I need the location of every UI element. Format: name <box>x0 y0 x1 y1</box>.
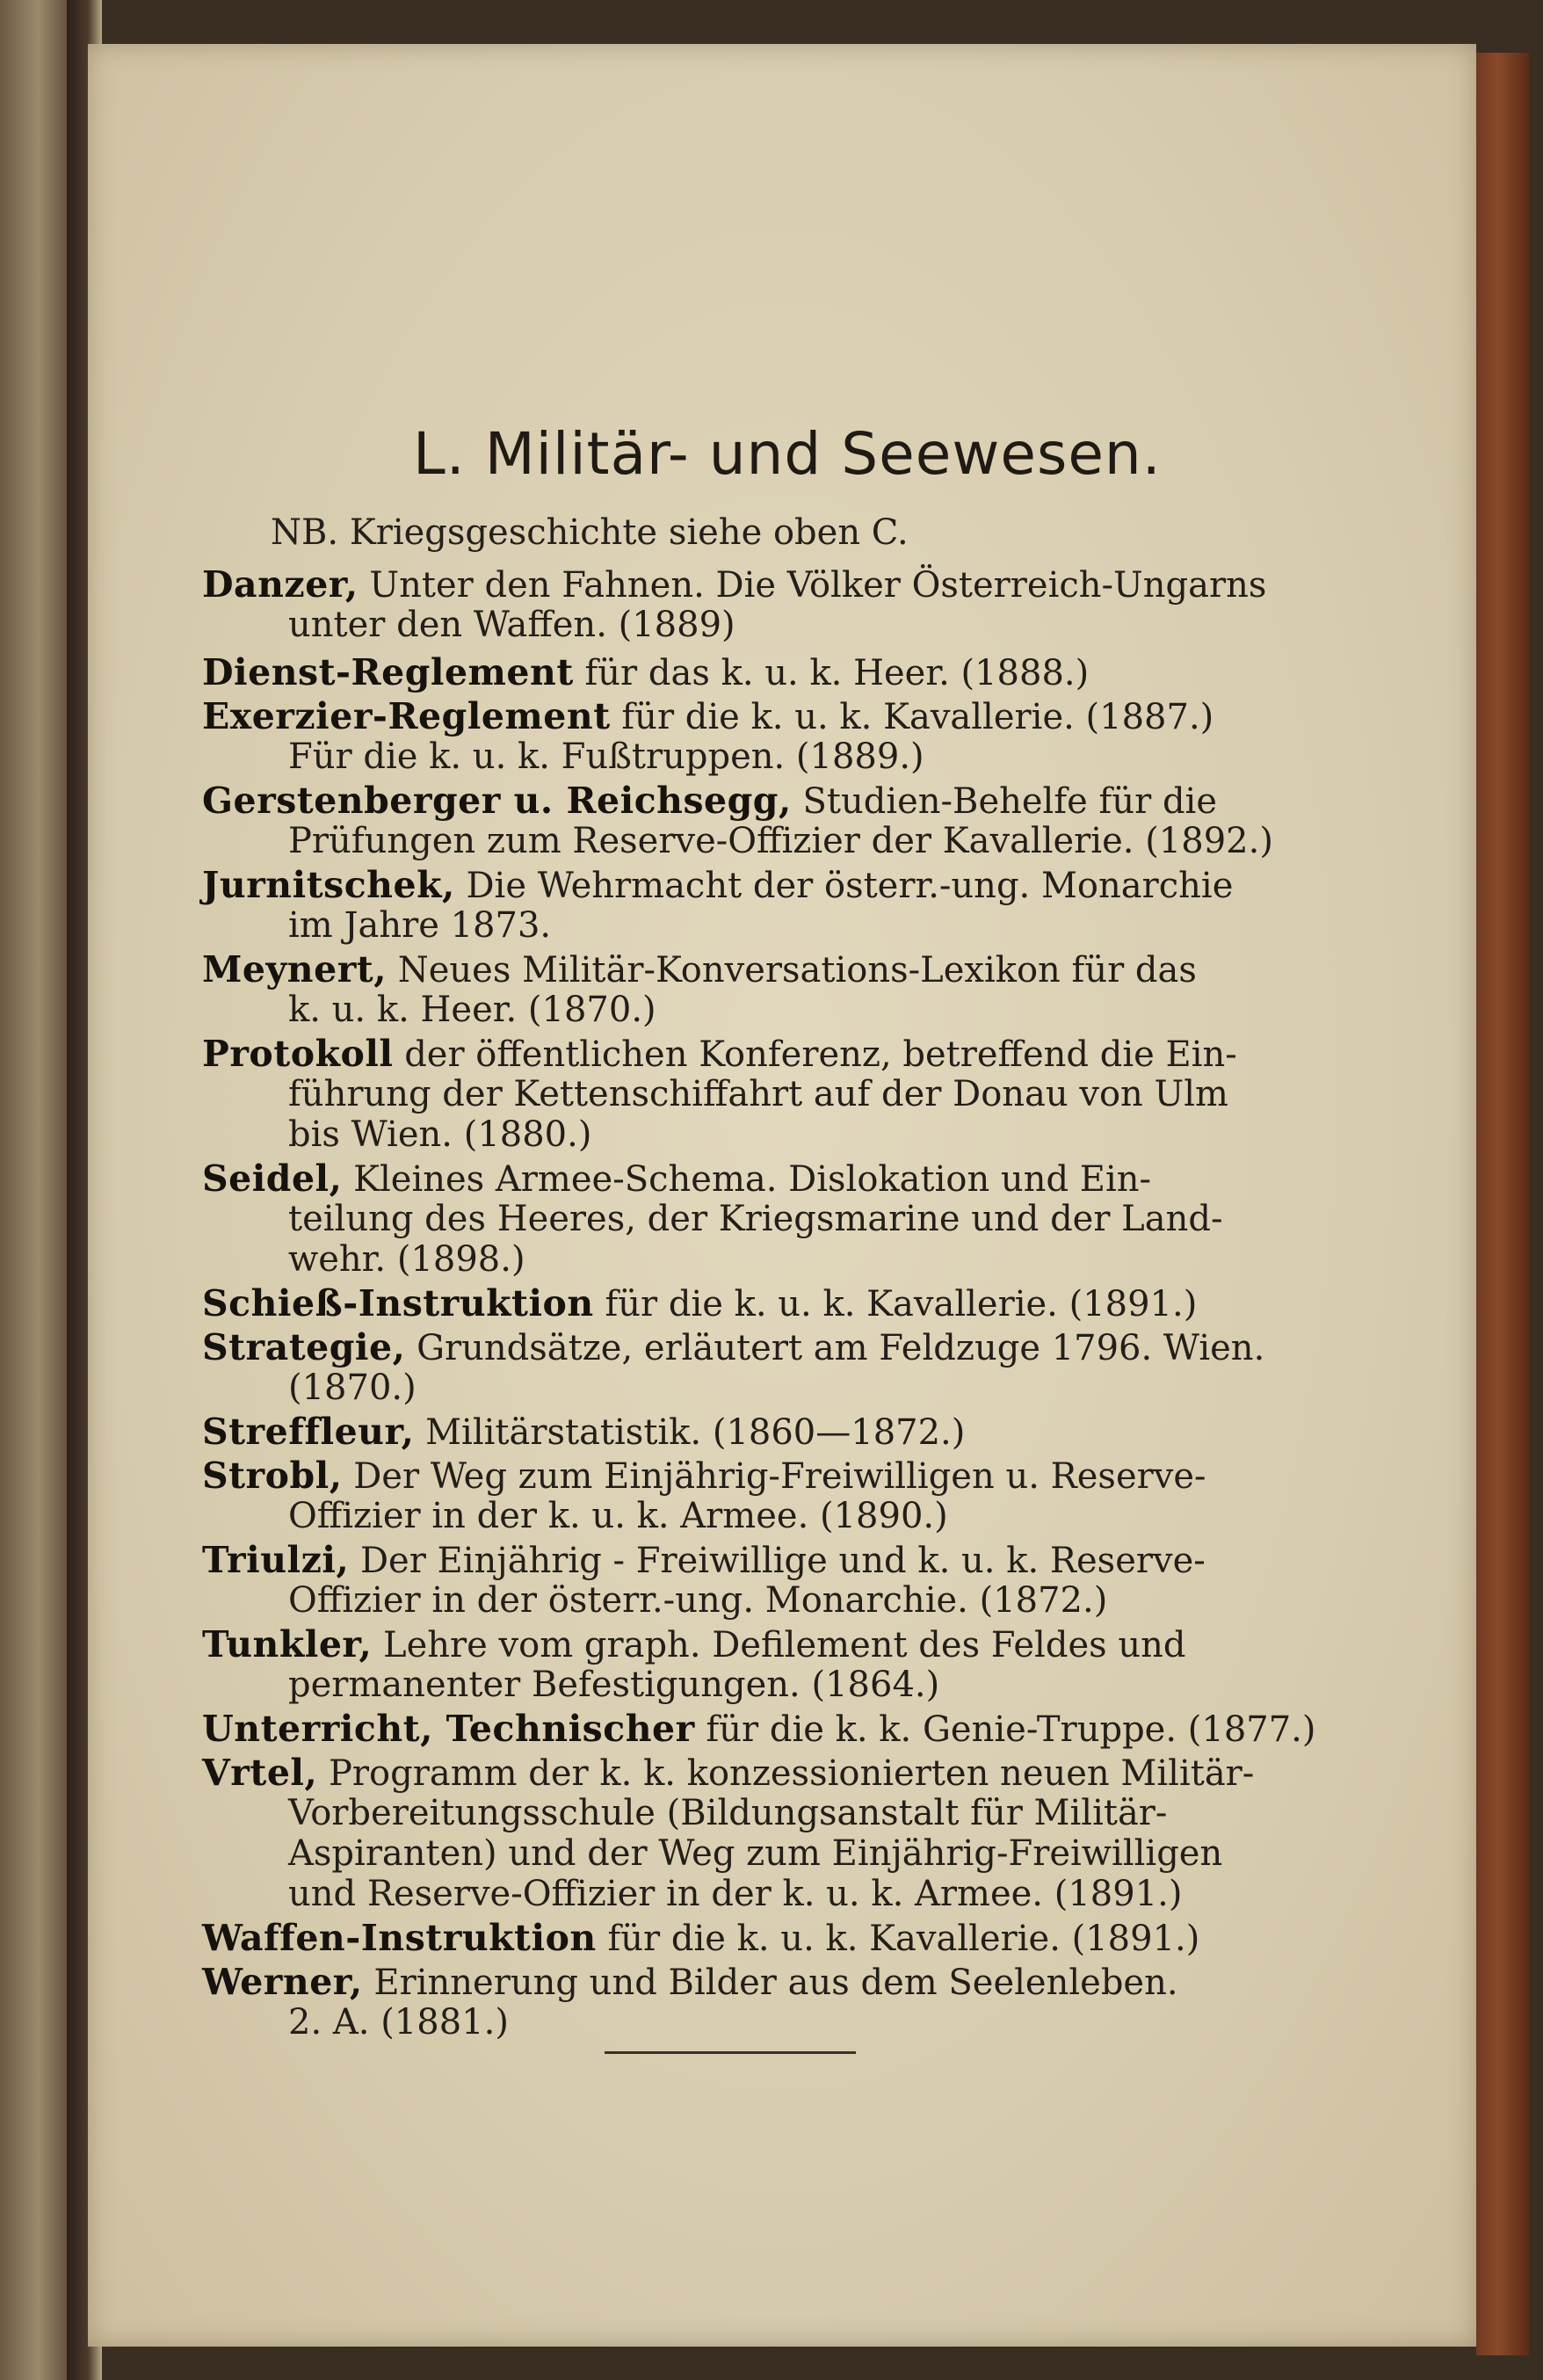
entry-line: Triulzi, Der Einjährig - Freiwillige und k. u. k. Reserve- <box>202 1539 1206 1581</box>
entry-line: Schieß-Instruktion für die k. u. k. Kavallerie. (1891.) <box>202 1282 1198 1324</box>
entry-keyword: Unterricht, Technischer <box>202 1708 695 1750</box>
entry-line: Offizier in der k. u. k. Armee. (1890.) <box>288 1496 948 1536</box>
section-heading: L. Militär- und Seewesen. <box>413 420 1162 488</box>
entry-line: Aspiranten) und der Weg zum Einjährig-Freiwilligen <box>288 1833 1223 1874</box>
entry-keyword: Streffleur, <box>202 1411 415 1453</box>
entry-line: Streffleur, Militärstatistik. (1860—1872.) <box>202 1411 966 1453</box>
entry-line: Danzer, Unter den Fahnen. Die Völker Österreich-Ungarns <box>202 563 1267 606</box>
entry-line: Tunkler, Lehre vom graph. Defilement des Feldes und <box>202 1623 1186 1665</box>
entry-line: und Reserve-Offizier in der k. u. k. Armee. (1891.) <box>288 1874 1183 1914</box>
note-line: NB. Kriegsgeschichte siehe oben C. <box>271 512 909 553</box>
section-end-rule <box>605 2051 856 2054</box>
entry-keyword: Triulzi, <box>202 1539 350 1581</box>
entry-line: teilung des Heeres, der Kriegsmarine und der Land- <box>288 1199 1223 1239</box>
entry-keyword: Exerzier-Reglement <box>202 695 611 737</box>
entry-line: Unterricht, Technischer für die k. k. Genie-Truppe. (1877.) <box>202 1708 1316 1750</box>
entry-line: k. u. k. Heer. (1870.) <box>288 990 656 1030</box>
entry-line: bis Wien. (1880.) <box>288 1114 592 1155</box>
entry-line: Jurnitschek, Die Wehrmacht der österr.-ung. Monarchie <box>202 864 1234 906</box>
entry-line: Seidel, Kleines Armee-Schema. Dislokation und Ein- <box>202 1157 1152 1200</box>
entry-keyword: Protokoll <box>202 1033 394 1075</box>
entry-line: Protokoll der öffentlichen Konferenz, betreffend die Ein- <box>202 1033 1237 1075</box>
entry-keyword: Strobl, <box>202 1455 343 1497</box>
entry-line: 2. A. (1881.) <box>288 2002 509 2043</box>
entry-line: Waffen-Instruktion für die k. u. k. Kavallerie. (1891.) <box>202 1917 1200 1959</box>
entry-keyword: Werner, <box>202 1961 363 2003</box>
entry-line: Exerzier-Reglement für die k. u. k. Kavallerie. (1887.) <box>202 695 1214 737</box>
entry-keyword: Danzer, <box>202 563 359 606</box>
entry-keyword: Tunkler, <box>202 1623 373 1665</box>
entry-line: im Jahre 1873. <box>288 905 552 946</box>
entry-keyword: Meynert, <box>202 948 388 990</box>
entry-keyword: Strategie, <box>202 1326 406 1368</box>
entry-line: Strobl, Der Weg zum Einjährig-Freiwilligen u. Reserve- <box>202 1455 1206 1497</box>
entry-line: Strategie, Grundsätze, erläutert am Feldzuge 1796. Wien. <box>202 1326 1265 1368</box>
entry-line: Gerstenberger u. Reichsegg, Studien-Behelfe für die <box>202 780 1218 822</box>
entry-line: unter den Waffen. (1889) <box>288 605 735 645</box>
entry-line: Meynert, Neues Militär-Konversations-Lexikon für das <box>202 948 1197 990</box>
entry-line: Dienst-Reglement für das k. u. k. Heer. (1888.) <box>202 651 1090 693</box>
entry-line: Vrtel, Programm der k. k. konzessionierten neuen Militär- <box>202 1752 1255 1794</box>
entry-line: Für die k. u. k. Fußtruppen. (1889.) <box>288 736 924 777</box>
entry-line: führung der Kettenschiffahrt auf der Donau von Ulm <box>288 1074 1228 1114</box>
entry-keyword: Vrtel, <box>202 1752 318 1794</box>
entry-line: Offizier in der österr.-ung. Monarchie. (1872.) <box>288 1580 1108 1621</box>
entry-line: Vorbereitungsschule (Bildungsanstalt für Militär- <box>288 1793 1168 1833</box>
entry-line: Werner, Erinnerung und Bilder aus dem Seelenleben. <box>202 1961 1178 2003</box>
entry-line: Prüfungen zum Reserve-Offizier der Kavallerie. (1892.) <box>288 821 1273 861</box>
entry-keyword: Jurnitschek, <box>202 864 455 906</box>
entry-keyword: Waffen-Instruktion <box>202 1917 597 1959</box>
facing-page-edge <box>0 0 70 2380</box>
entry-keyword: Gerstenberger u. Reichsegg, <box>202 780 792 822</box>
entry-keyword: Schieß-Instruktion <box>202 1282 594 1324</box>
entry-line: (1870.) <box>288 1368 417 1408</box>
entry-line: permanenter Befestigungen. (1864.) <box>288 1665 940 1705</box>
book-cover-edge <box>1476 53 1529 2355</box>
entry-keyword: Dienst-Reglement <box>202 651 574 693</box>
entry-line: wehr. (1898.) <box>288 1239 525 1280</box>
entry-keyword: Seidel, <box>202 1157 343 1200</box>
